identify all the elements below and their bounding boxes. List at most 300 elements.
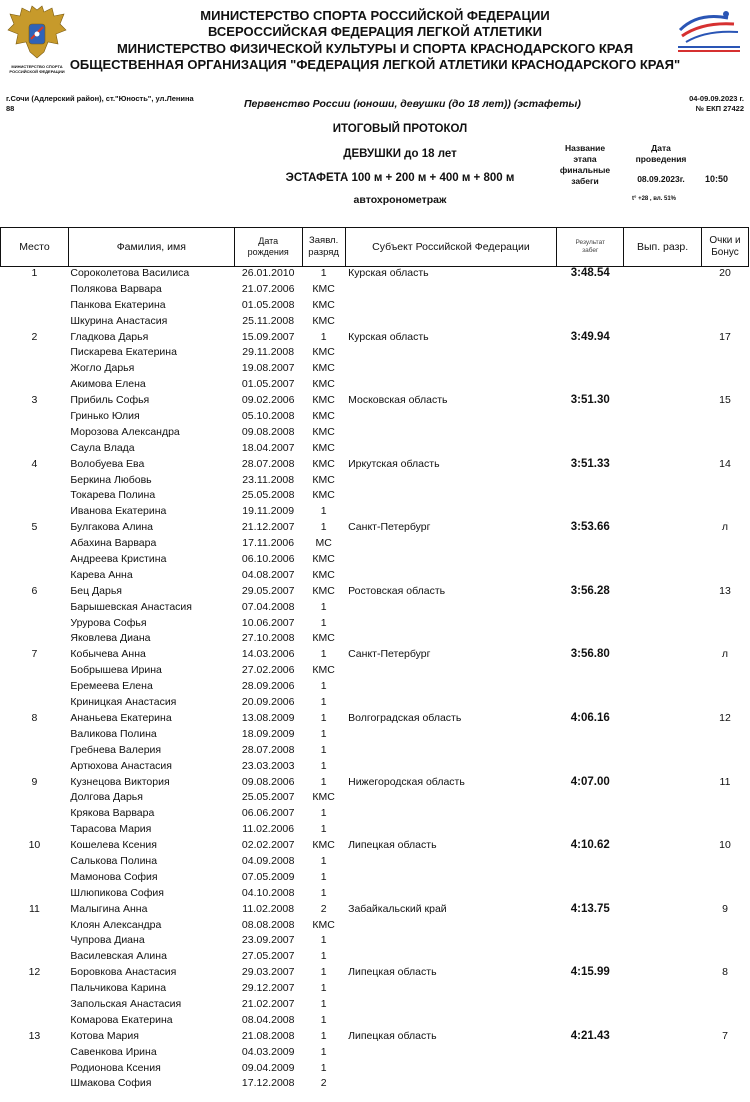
- team-result: [557, 617, 624, 633]
- team-result: [557, 410, 624, 426]
- team-result: [557, 362, 624, 378]
- team-region: Липецкая область: [348, 1029, 437, 1042]
- achieved-rank: [624, 664, 702, 680]
- athlete-rank: 1: [320, 775, 327, 788]
- team-member-row: [1, 1062, 749, 1078]
- team-region: [345, 442, 557, 458]
- team-result: [557, 601, 624, 617]
- table-header-row: [1, 228, 749, 267]
- athlete-dob: 28.07.2008: [241, 457, 295, 470]
- athlete-name: Савенкова Ирина: [70, 1045, 157, 1058]
- athlete-dob: 21.08.2008: [241, 1029, 295, 1042]
- team-row: [1, 903, 749, 919]
- athlete-dob: 07.04.2008: [241, 600, 295, 613]
- athlete-dob: 04.09.2008: [241, 854, 295, 867]
- achieved-rank: [624, 648, 702, 664]
- athlete-dob: 25.05.2007: [241, 791, 295, 804]
- result-place: 1: [31, 267, 38, 279]
- header-line-4: ОБЩЕСТВЕННАЯ ОРГАНИЗАЦИЯ "ФЕДЕРАЦИЯ ЛЕГКОЙ АТЛЕТИКИ КРАСНОДАРСКОГО КРАЯ": [69, 57, 681, 72]
- team-points: [702, 1077, 749, 1093]
- athlete-rank: 2: [320, 1077, 327, 1090]
- athlete-name: Урурова Софья: [70, 616, 147, 629]
- col-dob-line: рождения: [247, 247, 289, 257]
- team-points: [702, 871, 749, 887]
- athlete-rank: 1: [320, 950, 327, 963]
- result-place: [1, 807, 69, 823]
- team-member-row: [1, 632, 749, 648]
- achieved-rank: [624, 458, 702, 474]
- team-region: [345, 283, 557, 299]
- result-place: [1, 346, 69, 362]
- athlete-rank: 1: [320, 1013, 327, 1026]
- achieved-rank: [624, 728, 702, 744]
- team-region: [345, 1014, 557, 1030]
- achieved-rank: [624, 998, 702, 1014]
- achieved-rank: [624, 1014, 702, 1030]
- team-result: [557, 1077, 624, 1093]
- athlete-dob: 10.06.2007: [241, 616, 295, 629]
- team-member-row: [1, 680, 749, 696]
- athlete-name: Акимова Елена: [70, 378, 146, 391]
- athlete-rank: КМС: [312, 457, 335, 470]
- team-region: Санкт-Петербург: [348, 648, 431, 661]
- achieved-rank: [624, 331, 702, 347]
- athlete-dob: 06.06.2007: [241, 807, 295, 820]
- athlete-rank: КМС: [312, 298, 335, 311]
- team-result: [557, 680, 624, 696]
- result-place: 4: [31, 457, 38, 470]
- team-member-row: [1, 744, 749, 760]
- team-points: [702, 378, 749, 394]
- athlete-dob: 27.05.2007: [241, 950, 295, 963]
- team-region: Липецкая область: [348, 839, 437, 852]
- team-points: [702, 791, 749, 807]
- team-result: [557, 1062, 624, 1078]
- emblem-caption: МИНИСТЕРСТВО СПОРТА РОССИЙСКОЙ ФЕДЕРАЦИИ: [9, 64, 65, 74]
- team-member-row: [1, 505, 749, 521]
- athlete-rank: КМС: [312, 664, 335, 677]
- athlete-rank: 1: [320, 505, 327, 518]
- col-name: Фамилия, имя: [68, 228, 234, 267]
- athlete-name: Котова Мария: [70, 1029, 139, 1042]
- team-member-row: [1, 346, 749, 362]
- athlete-name: Панкова Екатерина: [70, 298, 166, 311]
- athlete-name: Клоян Александра: [70, 918, 162, 931]
- result-place: [1, 601, 69, 617]
- team-points: [702, 315, 749, 331]
- team-result: [557, 315, 624, 331]
- team-result: [557, 744, 624, 760]
- athlete-rank: КМС: [312, 584, 335, 597]
- athlete-dob: 09.08.2008: [241, 425, 295, 438]
- result-place: [1, 728, 69, 744]
- result-place: [1, 855, 69, 871]
- result-place: [1, 315, 69, 331]
- result-place: 13: [28, 1029, 41, 1042]
- athlete-dob: 15.09.2007: [241, 330, 295, 343]
- athlete-rank: КМС: [312, 489, 335, 502]
- team-member-row: [1, 855, 749, 871]
- result-place: [1, 1077, 69, 1093]
- col-rank-line: разряд: [308, 247, 339, 258]
- team-row: [1, 394, 749, 410]
- result-place: [1, 283, 69, 299]
- athlete-dob: 28.07.2008: [241, 743, 295, 756]
- athlete-dob: 19.08.2007: [241, 362, 295, 375]
- team-region: [345, 807, 557, 823]
- col-points-line: Бонус: [711, 247, 739, 258]
- team-result: [557, 696, 624, 712]
- result-place: [1, 982, 69, 998]
- athlete-rank: 1: [320, 759, 327, 772]
- achieved-rank: [624, 569, 702, 585]
- achieved-rank: [624, 315, 702, 331]
- held-block: [626, 143, 696, 185]
- team-points: [702, 696, 749, 712]
- athlete-rank: КМС: [312, 441, 335, 454]
- athlete-dob: 25.11.2008: [242, 314, 295, 327]
- athlete-dob: 09.08.2006: [241, 775, 295, 788]
- team-region: Нижегородская область: [348, 775, 465, 788]
- achieved-rank: [624, 553, 702, 569]
- team-region: [345, 998, 557, 1014]
- team-result: [557, 489, 624, 505]
- result-place: [1, 696, 69, 712]
- athlete-name: Кошелева Ксения: [70, 839, 157, 852]
- team-points: [702, 537, 749, 553]
- achieved-rank: [624, 903, 702, 919]
- col-done-rank: Вып. разр.: [624, 228, 702, 267]
- team-member-row: [1, 410, 749, 426]
- achieved-rank: [624, 362, 702, 378]
- team-row: [1, 521, 749, 537]
- team-points: [702, 919, 749, 935]
- achieved-rank: [624, 919, 702, 935]
- result-place: [1, 410, 69, 426]
- athlete-dob: 17.11.2006: [242, 537, 295, 550]
- athlete-name: Тарасова Мария: [70, 823, 152, 836]
- result-place: [1, 791, 69, 807]
- team-points: [702, 442, 749, 458]
- stage-value: финальные: [559, 165, 611, 175]
- col-result-line: забег: [582, 247, 599, 254]
- athlete-name: Ананьева Екатерина: [70, 711, 172, 724]
- athlete-rank: 1: [320, 727, 327, 740]
- col-rank: [302, 228, 345, 267]
- result-place: [1, 950, 69, 966]
- team-region: Московская область: [348, 394, 448, 407]
- team-region: [345, 823, 557, 839]
- team-result: 4:07.00: [570, 775, 610, 788]
- athlete-name: Комарова Екатерина: [70, 1013, 173, 1026]
- team-region: Иркутская область: [348, 457, 440, 470]
- col-result-line: Результат: [575, 239, 606, 246]
- team-region: [345, 664, 557, 680]
- athlete-rank: 2: [320, 902, 327, 915]
- team-member-row: [1, 982, 749, 998]
- team-result: [557, 791, 624, 807]
- col-rank-line: Заявл.: [309, 235, 339, 246]
- achieved-rank: [624, 537, 702, 553]
- team-member-row: [1, 553, 749, 569]
- athlete-rank: 1: [320, 870, 327, 883]
- achieved-rank: [624, 823, 702, 839]
- team-member-row: [1, 760, 749, 776]
- achieved-rank: [624, 934, 702, 950]
- athlete-name: Валикова Полина: [70, 727, 157, 740]
- col-points: [702, 228, 749, 267]
- result-place: [1, 760, 69, 776]
- team-row: [1, 712, 749, 728]
- team-member-row: [1, 283, 749, 299]
- col-result: [557, 228, 624, 267]
- athlete-dob: 18.09.2009: [241, 727, 295, 740]
- athlete-name: Бобрышева Ирина: [70, 664, 162, 677]
- team-row: [1, 458, 749, 474]
- team-region: [345, 474, 557, 490]
- achieved-rank: [624, 267, 702, 283]
- athlete-rank: КМС: [312, 425, 335, 438]
- athlete-dob: 17.12.2008: [241, 1077, 295, 1090]
- athlete-rank: 1: [320, 934, 327, 947]
- athlete-name: Токарева Полина: [70, 489, 156, 502]
- team-result: 4:21.43: [570, 1029, 610, 1042]
- col-points-line: Очки и: [709, 235, 741, 246]
- team-row: [1, 267, 749, 283]
- athlete-rank: 1: [320, 997, 327, 1010]
- team-points: [702, 601, 749, 617]
- team-region: Волгоградская область: [348, 711, 462, 724]
- team-points: [702, 1014, 749, 1030]
- result-place: [1, 934, 69, 950]
- team-result: 4:06.16: [570, 711, 610, 724]
- team-points: [702, 934, 749, 950]
- achieved-rank: [624, 505, 702, 521]
- team-member-row: [1, 569, 749, 585]
- team-points: [702, 680, 749, 696]
- team-member-row: [1, 617, 749, 633]
- held-label: проведения: [635, 154, 687, 164]
- team-points: [702, 283, 749, 299]
- stage-block: [556, 143, 614, 187]
- team-region: [345, 299, 557, 315]
- results-body: [1, 267, 749, 1094]
- athlete-dob: 29.03.2007: [241, 966, 295, 979]
- athlete-dob: 23.09.2007: [241, 934, 295, 947]
- result-place: [1, 489, 69, 505]
- team-region: [345, 950, 557, 966]
- team-points: [702, 728, 749, 744]
- team-region: [345, 744, 557, 760]
- achieved-rank: [624, 1062, 702, 1078]
- athlete-name: Салькова Полина: [70, 854, 158, 867]
- team-region: [345, 982, 557, 998]
- athlete-dob: 05.10.2008: [241, 410, 295, 423]
- result-place: [1, 569, 69, 585]
- team-region: [345, 617, 557, 633]
- athlete-name: Артюхова Анастасия: [70, 759, 172, 772]
- team-points: [702, 505, 749, 521]
- athlete-rank: 1: [320, 966, 327, 979]
- header-line-1: МИНИСТЕРСТВО СПОРТА РОССИЙСКОЙ ФЕДЕРАЦИИ: [200, 8, 550, 23]
- team-points: [702, 855, 749, 871]
- result-place: [1, 617, 69, 633]
- team-region: [345, 601, 557, 617]
- result-place: 3: [31, 394, 38, 407]
- team-points: [702, 664, 749, 680]
- venue-location: [6, 94, 194, 114]
- team-member-row: [1, 1077, 749, 1093]
- result-place: [1, 919, 69, 935]
- team-result: [557, 664, 624, 680]
- team-region: [345, 934, 557, 950]
- team-member-row: [1, 315, 749, 331]
- team-points: [702, 569, 749, 585]
- athlete-name: Пальчикова Карина: [70, 982, 167, 995]
- team-member-row: [1, 887, 749, 903]
- athlete-name: Саула Влада: [70, 441, 135, 454]
- team-result: [557, 934, 624, 950]
- athlete-dob: 14.03.2006: [241, 648, 295, 661]
- athlete-rank: 1: [320, 680, 327, 693]
- athlete-rank: КМС: [312, 473, 335, 486]
- athlete-name: Шкурина Анастасия: [70, 314, 168, 327]
- team-result: [557, 760, 624, 776]
- athlete-dob: 11.02.2008: [242, 902, 295, 915]
- team-result: 3:48.54: [570, 267, 610, 279]
- result-place: [1, 664, 69, 680]
- achieved-rank: [624, 839, 702, 855]
- team-member-row: [1, 728, 749, 744]
- team-member-row: [1, 696, 749, 712]
- team-region: [345, 855, 557, 871]
- athlete-dob: 27.02.2006: [241, 664, 295, 677]
- athlete-rank: КМС: [312, 918, 335, 931]
- timing-method: автохронометраж: [353, 194, 447, 206]
- competition-name: Первенство России (юноши, девушки (до 18 лет)) (эстафеты): [244, 98, 581, 110]
- team-member-row: [1, 934, 749, 950]
- team-row: [1, 839, 749, 855]
- team-member-row: [1, 489, 749, 505]
- athlete-dob: 29.05.2007: [241, 584, 295, 597]
- team-region: [345, 315, 557, 331]
- athlete-name: Карева Анна: [70, 568, 133, 581]
- achieved-rank: [624, 426, 702, 442]
- athlete-dob: 18.04.2007: [241, 441, 295, 454]
- athlete-name: Андреева Кристина: [70, 553, 167, 566]
- team-member-row: [1, 871, 749, 887]
- result-place: [1, 537, 69, 553]
- team-member-row: [1, 950, 749, 966]
- achieved-rank: [624, 474, 702, 490]
- result-place: 10: [28, 839, 41, 852]
- athlete-dob: 29.11.2008: [242, 346, 295, 359]
- team-member-row: [1, 474, 749, 490]
- team-points: [702, 1062, 749, 1078]
- team-result: [557, 919, 624, 935]
- athlete-name: Гладкова Дарья: [70, 330, 149, 343]
- athlete-rank: 1: [320, 1029, 327, 1042]
- athlete-name: Гребнева Валерия: [70, 743, 162, 756]
- athlete-rank: 1: [320, 267, 327, 279]
- athlete-rank: 1: [320, 807, 327, 820]
- team-row: [1, 776, 749, 792]
- result-place: [1, 744, 69, 760]
- ekp-number: № ЕКП 27422: [695, 104, 744, 113]
- athlete-rank: 1: [320, 648, 327, 661]
- result-place: 12: [28, 966, 41, 979]
- team-points: 11: [719, 775, 731, 788]
- athlete-dob: 13.08.2009: [241, 711, 295, 724]
- team-result: 3:53.66: [570, 521, 610, 534]
- achieved-rank: [624, 521, 702, 537]
- athlete-dob: 28.09.2006: [241, 680, 295, 693]
- team-region: [345, 791, 557, 807]
- result-place: [1, 887, 69, 903]
- athlete-rank: 1: [320, 823, 327, 836]
- athlete-rank: КМС: [312, 568, 335, 581]
- athlete-rank: 1: [320, 982, 327, 995]
- athlete-name: Запольская Анастасия: [70, 997, 182, 1010]
- col-place: Место: [1, 228, 69, 267]
- team-points: [702, 744, 749, 760]
- athlete-dob: 27.10.2008: [241, 632, 295, 645]
- athlete-rank: МС: [315, 537, 332, 550]
- stage-label: Название: [564, 143, 606, 153]
- athlete-name: Волобуева Ева: [70, 457, 145, 470]
- team-region: [345, 569, 557, 585]
- achieved-rank: [624, 617, 702, 633]
- achieved-rank: [624, 346, 702, 362]
- team-result: [557, 299, 624, 315]
- athlete-name: Гринько Юлия: [70, 410, 140, 423]
- result-place: [1, 426, 69, 442]
- header-line-2: ВСЕРОССИЙСКАЯ ФЕДЕРАЦИЯ ЛЕГКОЙ АТЛЕТИКИ: [208, 24, 542, 39]
- result-place: [1, 442, 69, 458]
- held-label: Дата: [651, 143, 671, 153]
- team-region: [345, 1046, 557, 1062]
- athlete-name: Долгова Дарья: [70, 791, 143, 804]
- team-region: [345, 410, 557, 426]
- team-region: [345, 362, 557, 378]
- achieved-rank: [624, 696, 702, 712]
- athlete-rank: КМС: [312, 410, 335, 423]
- team-result: [557, 982, 624, 998]
- competition-dates: [689, 94, 744, 114]
- athlete-rank: КМС: [312, 378, 335, 391]
- result-place: [1, 1062, 69, 1078]
- athlete-dob: 20.09.2006: [241, 696, 295, 709]
- team-result: [557, 569, 624, 585]
- result-place: 6: [31, 584, 38, 597]
- achieved-rank: [624, 601, 702, 617]
- achieved-rank: [624, 776, 702, 792]
- achieved-rank: [624, 760, 702, 776]
- achieved-rank: [624, 712, 702, 728]
- achieved-rank: [624, 585, 702, 601]
- team-region: [345, 378, 557, 394]
- athlete-name: Бец Дарья: [70, 584, 122, 597]
- athlete-rank: 1: [320, 330, 327, 343]
- result-place: 7: [31, 648, 38, 661]
- athlete-rank: 1: [320, 1045, 327, 1058]
- team-points: [702, 553, 749, 569]
- team-result: [557, 378, 624, 394]
- athlete-rank: 1: [320, 1061, 327, 1074]
- team-region: [345, 728, 557, 744]
- team-points: [702, 632, 749, 648]
- protocol-title: ИТОГОВЫЙ ПРОТОКОЛ: [332, 123, 468, 135]
